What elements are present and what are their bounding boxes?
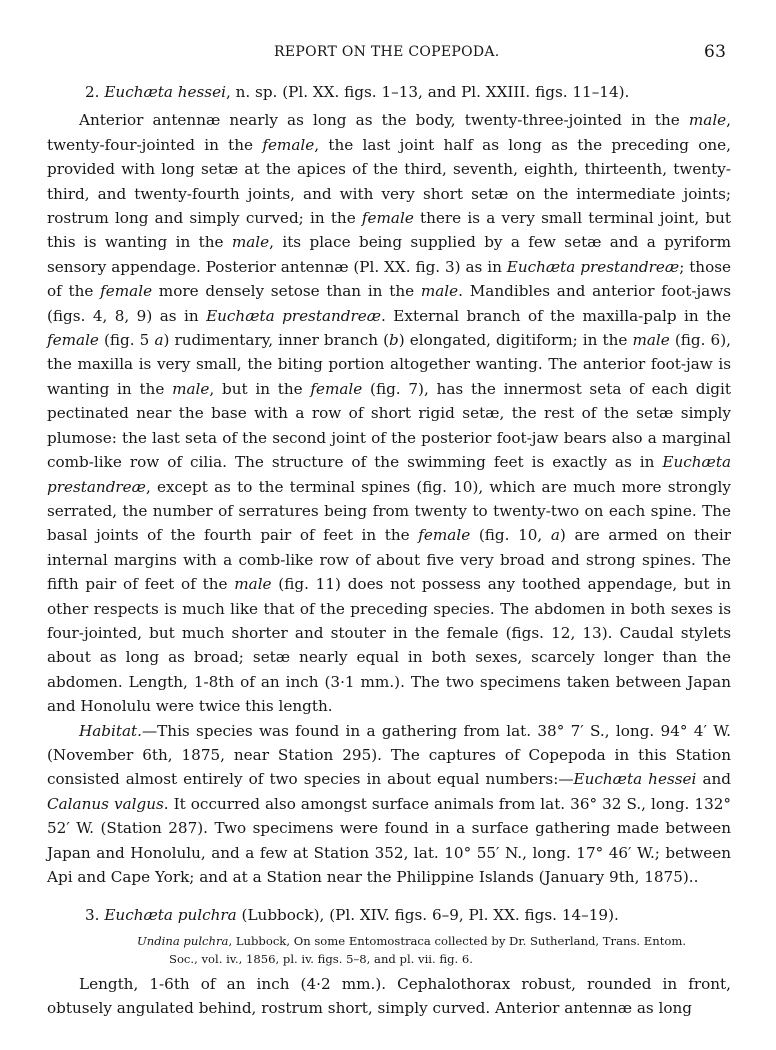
running-title: REPORT ON THE COPEPODA. xyxy=(274,44,500,60)
species-heading-euchaeta-hessei: 2. Euchæta hessei, n. sp. (Pl. XX. figs. 1–13, and Pl. XXIII. figs. 11–14). xyxy=(85,83,630,101)
description-paragraph: Anterior antennæ nearly as long as the body, twenty-three-jointed in the male, twenty-four-jointed in the female, the last joint half as long as the preceding one, provided with long setæ at the apices of the third, seventh, eighth, thirteenth, twenty-third, and twenty-fourth joints, and with very short setæ on the intermediate joints; rostrum long and simply curved; in the female there is a very small terminal joint, but this is wanting in the male, its place being supplied by a few setæ and a pyriform sensory appendage. Posterior antennæ (Pl. XX. fig. 3) as in Euchæta prestandreæ; those of the female more densely setose than in the male. Mandibles and anterior foot-jaws (figs. 4, 8, 9) as in Euchæta prestandreæ. External branch of the maxilla-palp in the female (fig. 5 a) rudimentary, inner branch (b) elongated, digitiform; in the male (fig. 6), the maxilla is very small, the biting portion altogether wanting. The anterior foot-jaw is wanting in the male, but in the female (fig. 7), has the innermost seta of each digit pectinated near the base with a row of short rigid setæ, the rest of the setæ simply plumose: the last seta of the second joint of the posterior foot-jaw bears also a marginal comb-like row of cilia. The structure of the swimming feet is exactly as in Euchæta prestandreæ, except as to the terminal spines (fig. 10), which are much more strongly serrated, the number of serratures being from twenty to twenty-two on each spine. The basal joints of the fourth pair of feet in the female (fig. 10, a) are armed on their internal margins with a comb-like row of about five very broad and strong spines. The fifth pair of feet of the male (fig. 11) does not possess any toothed appendage, but in other respects is much like that of the preceding species. The abdomen in both sexes is four-jointed, but much shorter and stouter in the female (figs. 12, 13). Caudal stylets about as long as broad; setæ nearly equal in both sexes, scarcely longer than the abdomen. Length, 1-8th of an inch (3·1 mm.). The two specimens taken between Japan and Honolulu were twice this length. xyxy=(47,111,732,716)
page-number: 63 xyxy=(704,42,727,62)
body-text xyxy=(47,80,731,1021)
habitat-label: Habitat. xyxy=(79,721,142,740)
synonymy-reference: Undina pulchra, Lubbock, On some Entomostraca collected by Dr. Sutherland, Trans. Entom. Soc., vol. iv., 1856, pl. iv. figs. 5–8, and pl. vii. fig. 6. xyxy=(137,933,687,966)
species-heading-euchaeta-pulchra: 3. Euchæta pulchra (Lubbock), (Pl. XIV. figs. 6–9, Pl. XX. figs. 14–19). xyxy=(85,906,619,925)
species-name: Euchæta pulchra xyxy=(104,906,237,925)
species-name: Euchæta hessei xyxy=(104,83,226,101)
habitat-paragraph: Habitat.—This species was found in a gathering from lat. 38° 7′ S., long. 94° 4′ W. (November 6th, 1875, near Station 295). The captures of Copepoda in this Station consisted almost entirely of two species in about equal numbers:—Euchæta hessei and Calanus valgus. It occurred also amongst surface animals from lat. 36° 32 S., long. 132° 52′ W. (Station 287). Two specimens were found in a surface gathering made between Japan and Honolulu, and a few at Station 352, lat. 10° 55′ N., long. 17° 46′ W.; between Api and Cape York; and at a Station near the Philippine Islands (January 9th, 1875).. xyxy=(47,721,732,886)
description-paragraph: Length, 1-6th of an inch (4·2 mm.). Cephalothorax robust, rounded in front, obtusely angulated behind, rostrum short, simply curved. Anterior antennæ as long xyxy=(47,974,731,1018)
